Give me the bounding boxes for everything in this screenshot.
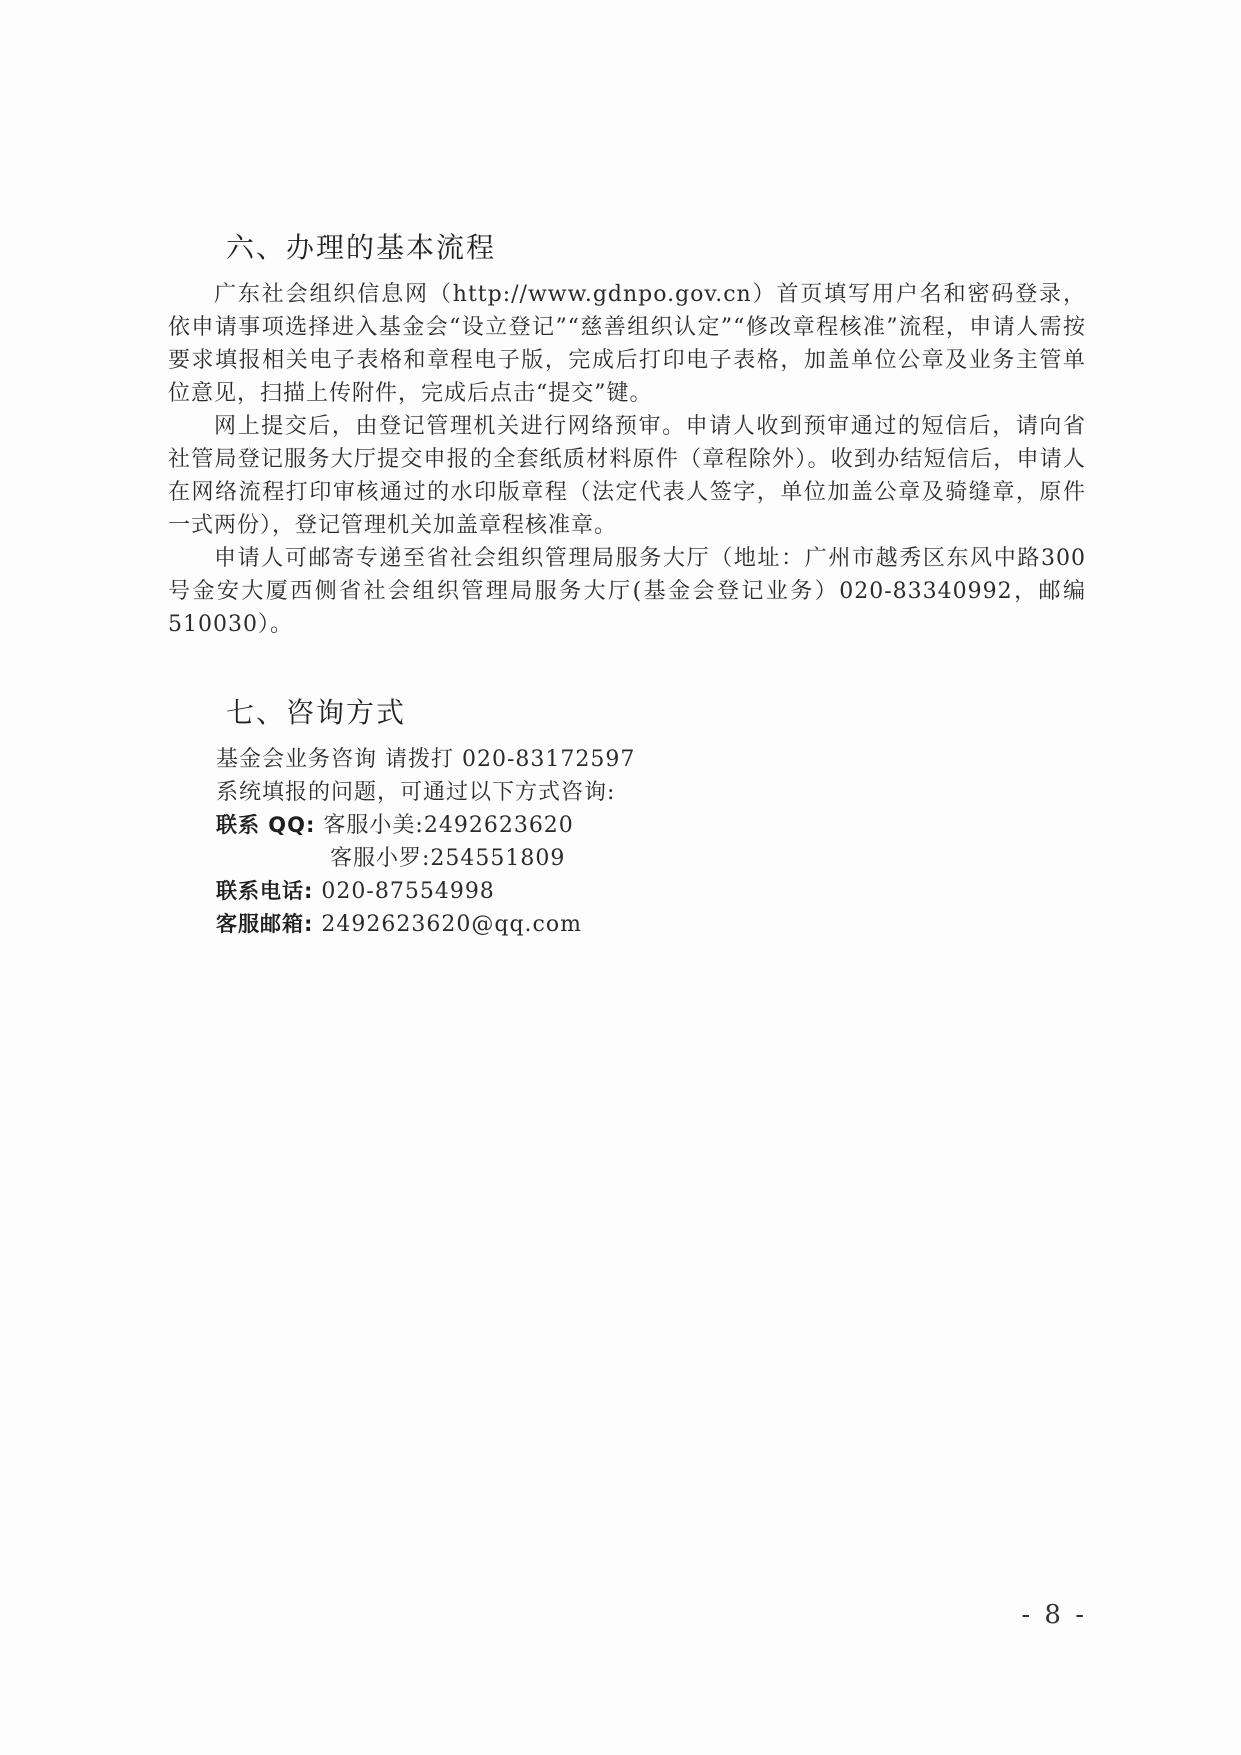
page-number: - 8 - — [1021, 1600, 1087, 1630]
email-line — [216, 908, 1086, 941]
qq-service-1: 客服小美:2492623620 — [323, 813, 574, 838]
email-label: 客服邮箱: — [216, 912, 314, 936]
qq-service-2: 客服小罗:254551809 — [330, 846, 566, 871]
qq-line-2 — [216, 842, 1086, 875]
section-title-process: 六、办理的基本流程 — [226, 231, 497, 264]
section-spacer — [168, 641, 1086, 693]
qq-label: 联系 QQ: — [216, 813, 316, 837]
system-consult-line: 系统填报的问题，可通过以下方式咨询: — [216, 780, 616, 805]
section-title-consult: 七、咨询方式 — [226, 696, 407, 729]
phone-label: 联系电话: — [216, 879, 314, 903]
page-content — [168, 228, 1086, 941]
process-paragraph-1: 广东社会组织信息网（http://www.gdnpo.gov.cn）首页填写用户名和密码登录，依申请事项选择进入基金会“设立登记”“慈善组织认定”“修改章程核准”流程，申请人需按要求填报相关电子表格和章程电子版，完成后打印电子表格，加盖单位公章及业务主管单位意见，扫描上传附件，完成后点击“提交”键。 — [168, 282, 1086, 406]
consult-block — [216, 743, 1086, 941]
phone-value: 020-87554998 — [321, 879, 495, 904]
email-value: 2492623620@qq.com — [321, 912, 582, 937]
process-paragraph-3: 申请人可邮寄专递至省社会组织管理局服务大厅（地址：广州市越秀区东风中路300号金安大厦西侧省社会组织管理局服务大厅(基金会登记业务）020-83340992，邮编510030）。 — [168, 546, 1086, 637]
process-paragraph-2: 网上提交后，由登记管理机关进行网络预审。申请人收到预审通过的短信后，请向省社管局登记服务大厅提交申报的全套纸质材料原件（章程除外）。收到办结短信后，申请人在网络流程打印审核通过的水印版章程（法定代表人签字，单位加盖公章及骑缝章，原件一式两份），登记管理机关加盖章程核准章。 — [168, 414, 1086, 538]
phone-line — [216, 875, 1086, 908]
qq-line — [216, 809, 1086, 842]
foundation-consult-line: 基金会业务咨询 请拨打 020-83172597 — [216, 747, 636, 772]
